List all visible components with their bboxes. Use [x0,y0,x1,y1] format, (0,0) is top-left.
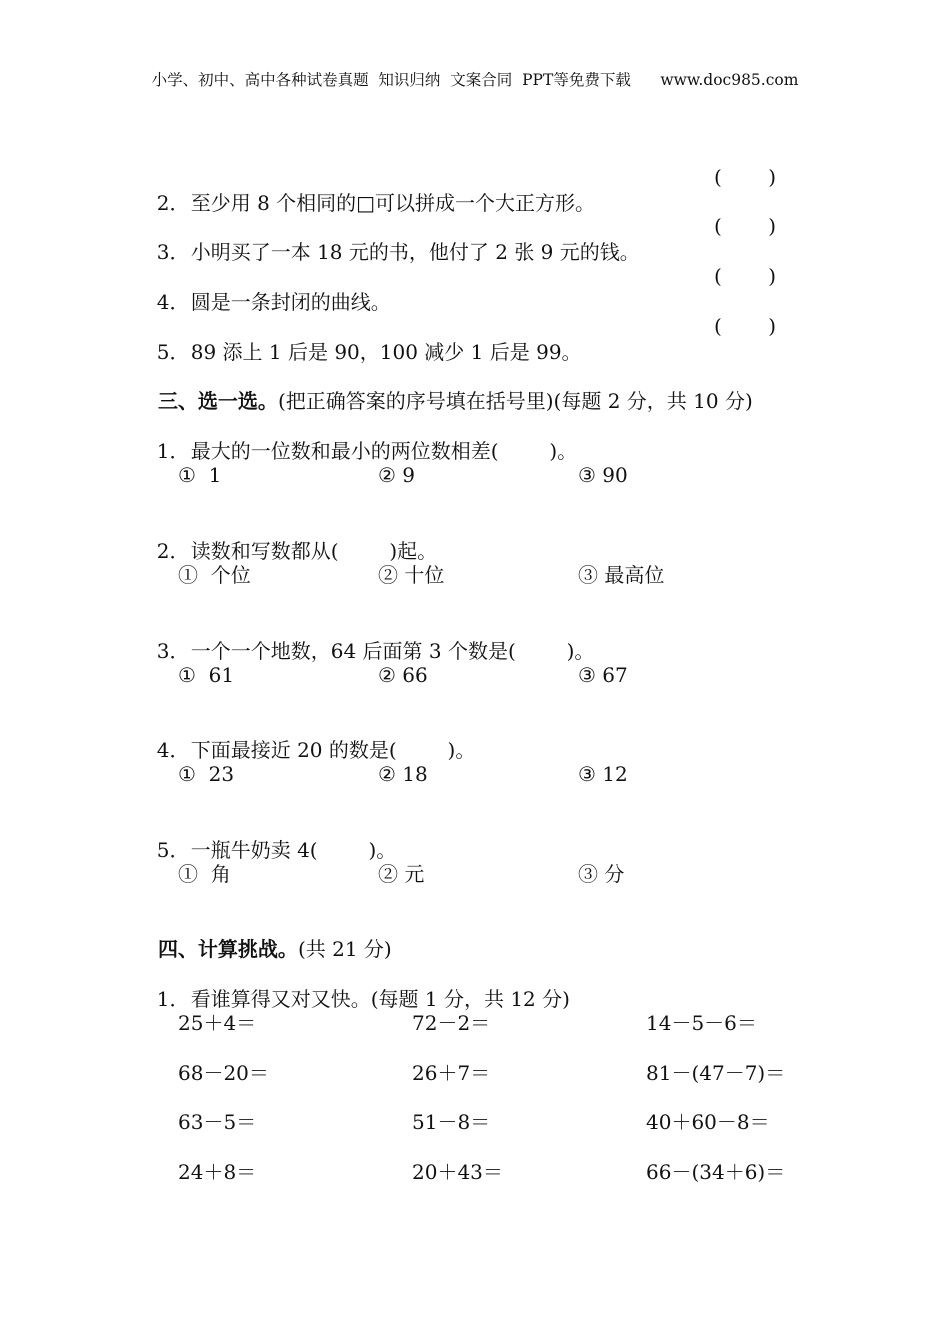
section-heading [144,362,794,414]
choice-question [144,811,794,863]
judge-item [144,164,794,216]
choice-option[interactable]: ③ 90 [578,463,628,487]
item-text: 看谁算得又对又快。(每题 1 分，共 12 分) [190,987,570,1011]
item-number: 5． [156,838,190,862]
calc-problem[interactable]: 81－(47－7)＝ [646,1061,786,1085]
item-number: 3． [156,240,190,264]
choice-option[interactable]: ① 61 [178,663,235,687]
choice-question [144,612,794,664]
item-text: 最大的一位数和最小的两位数相差( )。 [190,439,578,463]
calc-problem[interactable]: 66－(34＋6)＝ [646,1160,786,1184]
choice-question [144,711,794,763]
item-text: 至少用 8 个相同的□可以拼成一个大正方形。 [190,191,596,215]
choice-option[interactable]: ① 23 [178,762,235,786]
paren-close: ) [768,214,776,238]
choice-option[interactable]: ③ 67 [578,663,628,687]
choice-option[interactable]: ② 66 [378,663,428,687]
paren-open: ( [714,165,722,189]
item-number: 3． [156,639,190,663]
item-number: 1． [156,439,190,463]
paren-open: ( [714,264,722,288]
paren-open: ( [714,314,722,338]
item-number: 2． [156,539,190,563]
choice-option[interactable]: ② 元 [378,862,425,886]
item-text: 小明买了一本 18 元的书，他付了 2 张 9 元的钱。 [190,240,640,264]
answer-parentheses[interactable] [714,213,776,239]
calc-problem[interactable]: 26＋7＝ [412,1061,491,1085]
judge-item [144,263,794,315]
paren-close: ) [768,264,776,288]
calc-problem[interactable]: 40＋60－8＝ [646,1110,770,1134]
calc-intro [144,960,794,1012]
item-text: 圆是一条封闭的曲线。 [190,290,391,314]
item-text: 89 添上 1 后是 90，100 减少 1 后是 99。 [190,340,582,364]
choice-option[interactable]: ② 9 [378,463,416,487]
calc-problem[interactable]: 24＋8＝ [178,1160,257,1184]
section-title: 四、计算挑战。 [157,937,298,961]
paren-close: ) [768,165,776,189]
choice-question [144,512,794,564]
calc-problem[interactable]: 51－8＝ [412,1110,491,1134]
judge-item [144,313,794,365]
choice-question [144,412,794,464]
calc-problem[interactable]: 63－5＝ [178,1110,257,1134]
choice-option[interactable]: ① 1 [178,463,222,487]
calc-problem[interactable]: 20＋43＝ [412,1160,503,1184]
calc-problem[interactable]: 25＋4＝ [178,1011,257,1035]
item-number: 2． [156,191,190,215]
section-title: 三、选一选。 [157,389,278,413]
item-number: 4． [156,290,190,314]
calc-problem[interactable]: 72－2＝ [412,1011,491,1035]
page-header: 小学、初中、高中各种试卷真题 知识归纳 文案合同 PPT等免费下载 www.doc985.com [151,71,799,89]
judge-item [144,213,794,265]
choice-option[interactable]: ① 角 [178,862,231,886]
item-number: 1． [156,987,190,1011]
item-text: 一个一个地数，64 后面第 3 个数是( )。 [190,639,595,663]
item-number: 4． [156,738,190,762]
section-note: (把正确答案的序号填在括号里)(每题 2 分，共 10 分) [277,389,753,413]
choice-option[interactable]: ① 个位 [178,563,251,587]
paren-close: ) [768,314,776,338]
calc-problem[interactable]: 14－5－6＝ [646,1011,757,1035]
section-note: (共 21 分) [297,937,392,961]
choice-option[interactable]: ② 十位 [378,563,445,587]
choice-option[interactable]: ③ 12 [578,762,628,786]
section-heading [144,910,794,962]
answer-parentheses[interactable] [714,263,776,289]
answer-parentheses[interactable] [714,313,776,339]
calc-problem[interactable]: 68－20＝ [178,1061,269,1085]
answer-parentheses[interactable] [714,164,776,190]
item-number: 5． [156,340,190,364]
item-text: 下面最接近 20 的数是( )。 [190,738,476,762]
item-text: 读数和写数都从( )起。 [190,539,438,563]
paren-open: ( [714,214,722,238]
choice-option[interactable]: ③ 最高位 [578,563,665,587]
choice-option[interactable]: ③ 分 [578,862,625,886]
item-text: 一瓶牛奶卖 4( )。 [190,838,397,862]
choice-option[interactable]: ② 18 [378,762,428,786]
